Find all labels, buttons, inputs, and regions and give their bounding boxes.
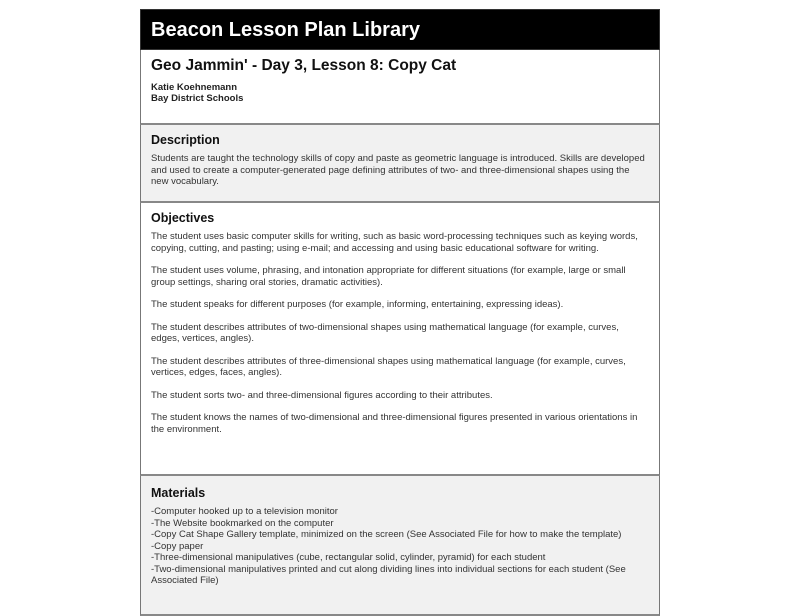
material-item: -Three-dimensional manipulatives (cube, rectangular solid, cylinder, pyramid) for each student xyxy=(151,552,546,563)
objectives-heading: Objectives xyxy=(151,211,215,225)
objectives-section xyxy=(140,203,660,476)
objectives-list xyxy=(151,231,649,435)
material-item: -Copy paper xyxy=(151,540,204,552)
organization-name: Bay District Schools xyxy=(151,93,244,104)
objective-item: The student knows the names of two-dimensional and three-dimensional figures presented in various orientations in the environment. xyxy=(151,412,638,435)
objective-item: The student uses volume, phrasing, and intonation appropriate for different situations (for example, large or small group settings, sharing oral stories, dramatic activities). xyxy=(151,265,626,288)
material-item: -Two-dimensional manipulatives printed and cut along dividing lines into individual sections for each student (See Associated File) xyxy=(151,563,626,586)
description-heading: Description xyxy=(151,133,220,147)
objective-item: The student describes attributes of three-dimensional shapes using mathematical language (for example, curves, vertices, edges, faces, angles). xyxy=(151,355,626,378)
site-header xyxy=(140,9,660,50)
materials-list xyxy=(151,506,649,587)
objective-item: The student describes attributes of two-dimensional shapes using mathematical language (for example, curves, edges, vertices, angles). xyxy=(151,321,619,344)
objective-item: The student uses basic computer skills for writing, such as basic word-processing techniques such as keying words, copying, cutting, and pasting; using e-mail; and accessing and using basic educational software for writing. xyxy=(151,231,638,254)
lesson-title: Geo Jammin' - Day 3, Lesson 8: Copy Cat xyxy=(151,57,457,74)
lesson-plan-page xyxy=(140,9,660,616)
material-item: -Copy Cat Shape Gallery template, minimized on the screen (See Associated File for how to make the template) xyxy=(151,529,622,540)
objective-item: The student speaks for different purposes (for example, informing, entertaining, expressing ideas). xyxy=(151,299,564,310)
objective-item: The student sorts two- and three-dimensional figures according to their attributes. xyxy=(151,389,493,401)
materials-heading: Materials xyxy=(151,486,206,500)
material-item: -The Website bookmarked on the computer xyxy=(151,517,334,529)
lesson-title-section xyxy=(140,50,660,125)
description-text: Students are taught the technology skills of copy and paste as geometric language is introduced. Skills are developed and used to create a computer-generated page defining attributes of two- and three-dimensional shapes using the new vocabulary. xyxy=(151,153,645,187)
material-item: -Computer hooked up to a television monitor xyxy=(151,506,338,517)
site-title: Beacon Lesson Plan Library xyxy=(151,19,420,41)
materials-section xyxy=(140,476,660,616)
description-section xyxy=(140,125,660,203)
author-name: Katie Koehnemann xyxy=(151,82,238,93)
